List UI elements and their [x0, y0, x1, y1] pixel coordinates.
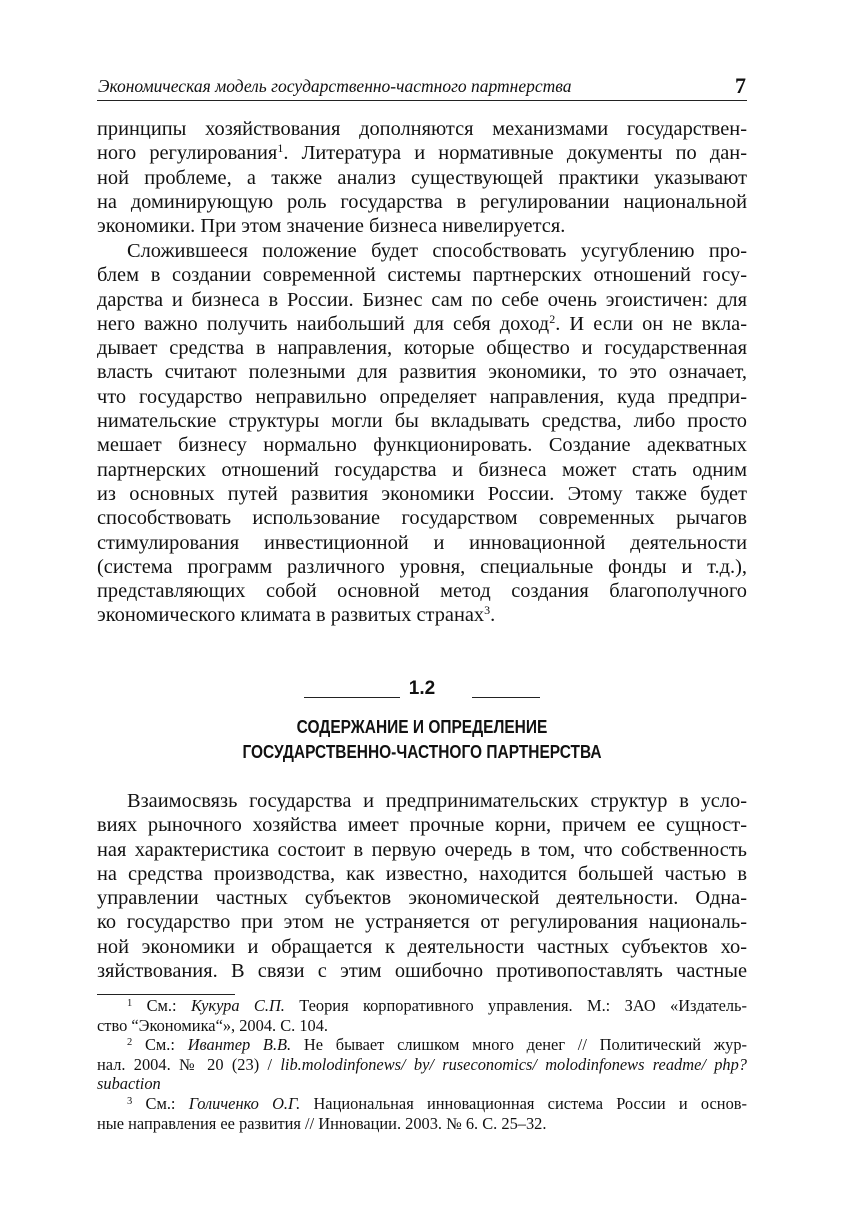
section-title [143, 715, 702, 765]
text-line: дарства и бизнеса в России. Бизнес сам по себе очень эгоистичен: для [97, 288, 747, 311]
footnote-1-cont: ство “Экономика“», 2004. С. 104. [97, 1015, 329, 1035]
text-line: экономического климата в развитых странах$^3$. [97, 603, 496, 627]
paragraph-3 [97, 789, 747, 983]
text-line: нимательские структуры могли бы вкладывать средства, либо просто [97, 410, 747, 433]
page-number: 7 [735, 73, 746, 98]
text-line: него важно получить наибольший для себя доход$^2$. И если он не вкла- [97, 311, 748, 335]
text-line: способствовать использование государством современных рычагов [97, 507, 747, 530]
footnote-3: $^3$ См.: Голиченко О.Г. Национальная инновационная система России и основ- [127, 1093, 747, 1113]
text-line: дывает средства в направления, которые общество и государственная [97, 337, 747, 360]
text-line: ко государство при этом не устраняется от регулирования националь- [97, 911, 747, 934]
text-line: экономики. При этом значение бизнеса нивелируется. [97, 215, 566, 238]
text-line: (система программ различного уровня, специальные фонды и т.д.), [97, 555, 747, 578]
footnote-ref-3: 3 [484, 603, 491, 618]
paragraph-2 [97, 239, 747, 628]
text-line: партнерских отношений государства и бизнеса может стать одним [97, 458, 747, 481]
footnote-2: $^2$ См.: Ивантер В.В. Не бывает слишком много денег // Политический жур- [127, 1035, 747, 1055]
text-line: ной экономики и обращается к деятельности частных субъектов хо- [97, 935, 747, 958]
text-line: что государство неправильно определяет направления, куда предпри- [97, 385, 747, 408]
footnote-1: $^1$ См.: Кукура С.П. Теория корпоративного управления. М.: ЗАО «Издатель- [127, 996, 747, 1015]
section-title-line: СОДЕРЖАНИЕ И ОПРЕДЕЛЕНИЕ [296, 717, 548, 737]
text-line: мешает бизнесу нормально функционировать. Создание адекватных [97, 434, 747, 457]
text-line: на средства производства, как известно, находится большей частью в [97, 862, 747, 885]
footnote-separator [97, 994, 235, 995]
text-line: Сложившееся положение будет способствовать усугублению про- [127, 240, 747, 262]
text-line: на доминирующую роль государства в регулировании национальной [97, 190, 747, 213]
text-line: Взаимосвязь государства и предпринимательских структур в усло- [127, 790, 747, 812]
section-title-line: ГОСУДАРСТВЕННО-ЧАСТНОГО ПАРТНЕРСТВА [242, 742, 602, 762]
text-line: ная характеристика состоит в первую очередь в том, что собственность [97, 838, 747, 861]
text-line: из основных путей развития экономики России. Этому также будет [97, 482, 747, 505]
section-number-block [300, 678, 544, 706]
text-line: управлении частных субъектов экономической деятельности. Одна- [97, 887, 747, 910]
section-number: 1.2 [408, 678, 436, 699]
text-line: ного регулирования$^1$. Литература и нормативные документы по дан- [97, 141, 747, 165]
text-line: блем в создании современной системы партнерских отношений госу- [97, 264, 747, 287]
footnote-url: lib.molodinfonews/ by/ ruseconomics/ molodinfonews readme/ php? [280, 1054, 747, 1074]
footnote-3-cont: ные направления ее развития // Инновации. 2003. № 6. С. 25–32. [97, 1113, 547, 1133]
text-line: стимулирования инвестиционной и инновационной деятельности [97, 531, 747, 554]
text-line: зяйствования. В связи с этим ошибочно противопоставлять частные [97, 960, 747, 983]
text-line: принципы хозяйствования дополняются механизмами государствен- [97, 118, 747, 140]
running-header [97, 70, 747, 101]
paragraph-1 [97, 117, 747, 238]
footnote-ref-2: 2 [549, 311, 556, 326]
text-line: ной проблеме, а также анализ существующей практики указывают [97, 166, 747, 189]
text-line: власть считают полезными для развития экономики, то это означает, [97, 361, 747, 384]
text-line: представляющих собой основной метод создания благополучного [97, 580, 747, 603]
footnotes [97, 996, 747, 1133]
section-rule-right [472, 697, 540, 698]
text-line: виях рыночного хозяйства имеет прочные корни, причем ее сущност- [97, 814, 747, 837]
footnote-ref-1: 1 [277, 141, 284, 156]
footnote-url-cont: subaction [97, 1074, 161, 1094]
footnote-2-cont: нал. 2004. № 20 (23) / lib.molodinfonews/ by/ ruseconomics/ molodinfonews readme/ php? [97, 1054, 747, 1074]
running-title: Экономическая модель государственно-частного партнерства [98, 76, 572, 96]
